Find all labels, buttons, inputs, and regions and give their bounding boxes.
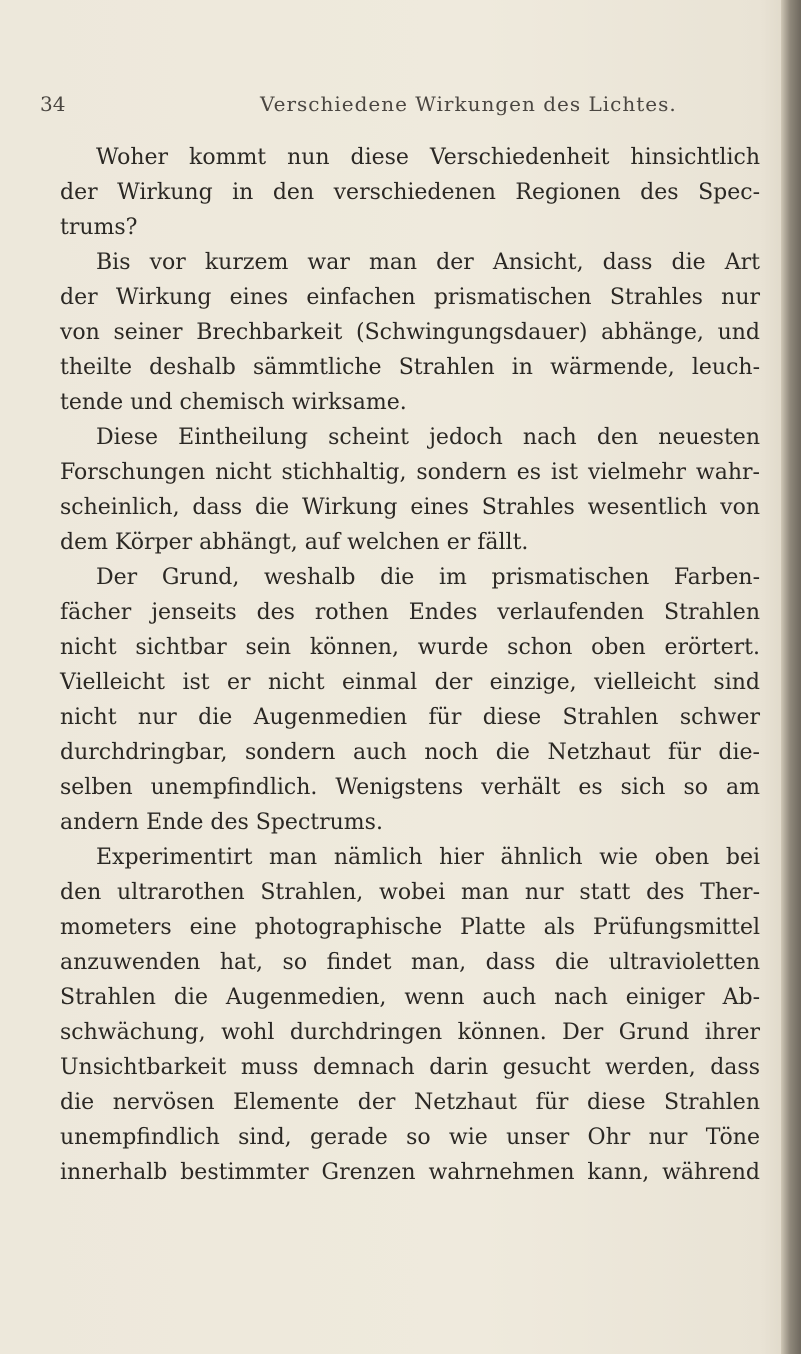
- running-header: [40, 92, 740, 122]
- text-line: nicht nur die Augenmedien für diese Strahlen schwer: [60, 705, 760, 730]
- text-line: Experimentirt man nämlich hier ähnlich wie oben bei: [96, 845, 760, 870]
- text-line: Forschungen nicht stichhaltig, sondern es ist vielmehr wahr-: [60, 460, 760, 485]
- text-line: tende und chemisch wirksame.: [60, 390, 407, 415]
- text-line: der Wirkung eines einfachen prismatischen Strahles nur: [60, 285, 760, 310]
- text-line: schwächung, wohl durchdringen können. Der Grund ihrer: [60, 1020, 760, 1045]
- text-line: nicht sichtbar sein können, wurde schon oben erörtert.: [60, 635, 760, 660]
- text-line: die nervösen Elemente der Netzhaut für diese Strahlen: [60, 1090, 760, 1115]
- text-line: Strahlen die Augenmedien, wenn auch nach einiger Ab-: [60, 985, 760, 1010]
- page-edge-shadow: [781, 0, 801, 1354]
- page-number: 34: [40, 92, 66, 116]
- text-line: Unsichtbarkeit muss demnach darin gesucht werden, dass: [60, 1055, 760, 1080]
- text-line: theilte deshalb sämmtliche Strahlen in wärmende, leuch-: [60, 355, 760, 380]
- text-line: Diese Eintheilung scheint jedoch nach den neuesten: [96, 425, 760, 450]
- text-line: trums?: [60, 215, 138, 240]
- text-line: fächer jenseits des rothen Endes verlaufenden Strahlen: [60, 600, 760, 625]
- text-line: Bis vor kurzem war man der Ansicht, dass die Art: [96, 250, 760, 275]
- text-line: Der Grund, weshalb die im prismatischen Farben-: [96, 565, 760, 590]
- body-text: [60, 140, 760, 1190]
- text-line: scheinlich, dass die Wirkung eines Strahles wesentlich von: [60, 495, 760, 520]
- text-line: durchdringbar, sondern auch noch die Netzhaut für die-: [60, 740, 760, 765]
- text-line: anzuwenden hat, so findet man, dass die ultravioletten: [60, 950, 760, 975]
- text-line: unempfindlich sind, gerade so wie unser Ohr nur Töne: [60, 1125, 760, 1150]
- text-line: Vielleicht ist er nicht einmal der einzige, vielleicht sind: [60, 670, 760, 695]
- text-line: dem Körper abhängt, auf welchen er fällt.: [60, 530, 529, 555]
- text-line: selben unempfindlich. Wenigstens verhält es sich so am: [60, 775, 760, 800]
- text-line: der Wirkung in den verschiedenen Regionen des Spec-: [60, 180, 760, 205]
- text-line: Woher kommt nun diese Verschiedenheit hinsichtlich: [96, 145, 760, 170]
- text-line: den ultrarothen Strahlen, wobei man nur statt des Ther-: [60, 880, 760, 905]
- text-line: andern Ende des Spectrums.: [60, 810, 383, 835]
- running-title: Verschiedene Wirkungen des Lichtes.: [260, 92, 677, 116]
- text-line: von seiner Brechbarkeit (Schwingungsdauer) abhänge, und: [60, 320, 760, 345]
- text-line: mometers eine photographische Platte als Prüfungsmittel: [60, 915, 760, 940]
- text-line: innerhalb bestimmter Grenzen wahrnehmen kann, während: [60, 1160, 760, 1185]
